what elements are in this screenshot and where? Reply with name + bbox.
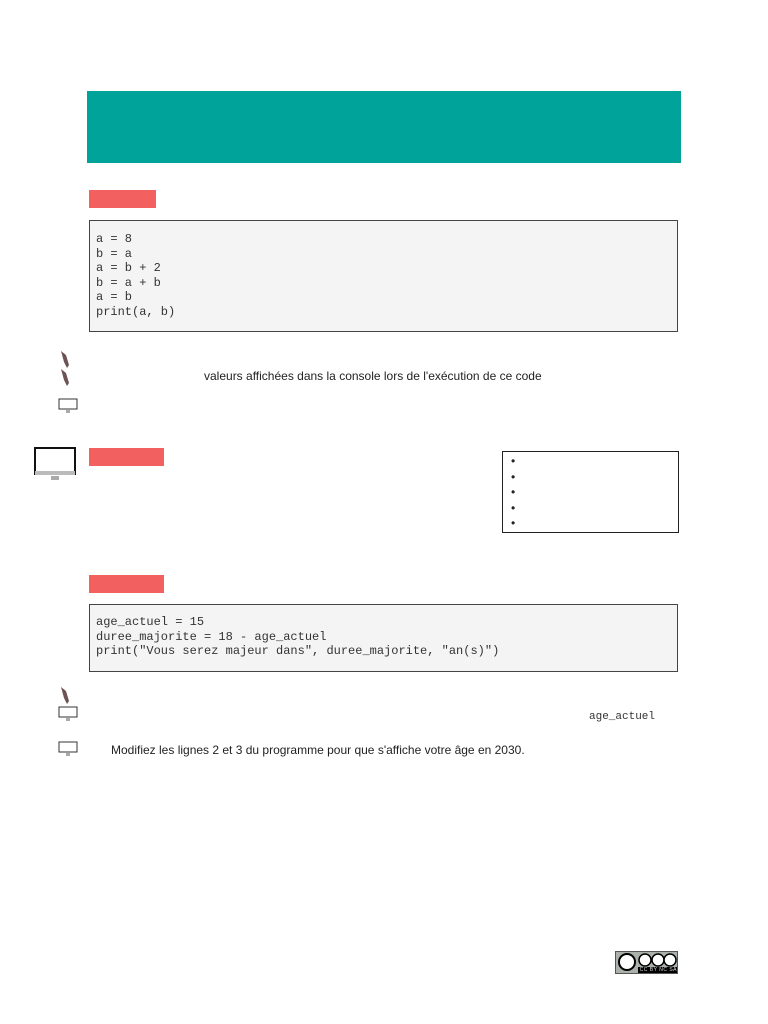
exercise-2-tag	[89, 448, 164, 466]
bullet-item	[511, 501, 678, 517]
computer-icon	[34, 447, 76, 481]
question-text-1: valeurs affichées dans la console lors de l'exécution de ce code	[204, 369, 542, 383]
bullet-list	[502, 451, 679, 533]
exercise-3-tag	[89, 575, 164, 593]
code-line: print(a, b)	[96, 304, 176, 319]
bullet-item	[511, 454, 678, 470]
cc-license-badge	[615, 951, 678, 974]
code-line: a = b	[96, 290, 133, 305]
code-line: a = 8	[96, 232, 133, 246]
code-line: age_actuel = 15	[96, 615, 205, 629]
code-block-1	[89, 220, 678, 332]
inline-code: age_actuel	[589, 711, 656, 723]
bullet-item	[511, 470, 678, 486]
bullet-item	[511, 516, 678, 532]
computer-icon	[58, 398, 78, 416]
bullet-item	[511, 485, 678, 501]
pencil-icon	[58, 368, 72, 388]
computer-icon	[58, 706, 78, 724]
code-line: b = a + b	[96, 275, 161, 290]
instruction-text: Modifiez les lignes 2 et 3 du programme pour que s'affiche votre âge en 2030.	[111, 743, 525, 757]
computer-icon	[58, 741, 78, 759]
title-banner	[87, 91, 681, 163]
exercise-1-tag	[89, 190, 156, 208]
license-label: CC BY NC SA	[639, 967, 677, 973]
code-line: duree_majorite = 18 - age_actuel	[96, 629, 327, 644]
pencil-icon	[58, 686, 72, 706]
code-block-2	[89, 604, 678, 672]
code-line: a = b + 2	[96, 261, 161, 276]
code-line: print("Vous serez majeur dans", duree_majorite, "an(s)")	[96, 644, 500, 659]
code-line: b = a	[96, 246, 133, 261]
pencil-icon	[58, 350, 72, 370]
